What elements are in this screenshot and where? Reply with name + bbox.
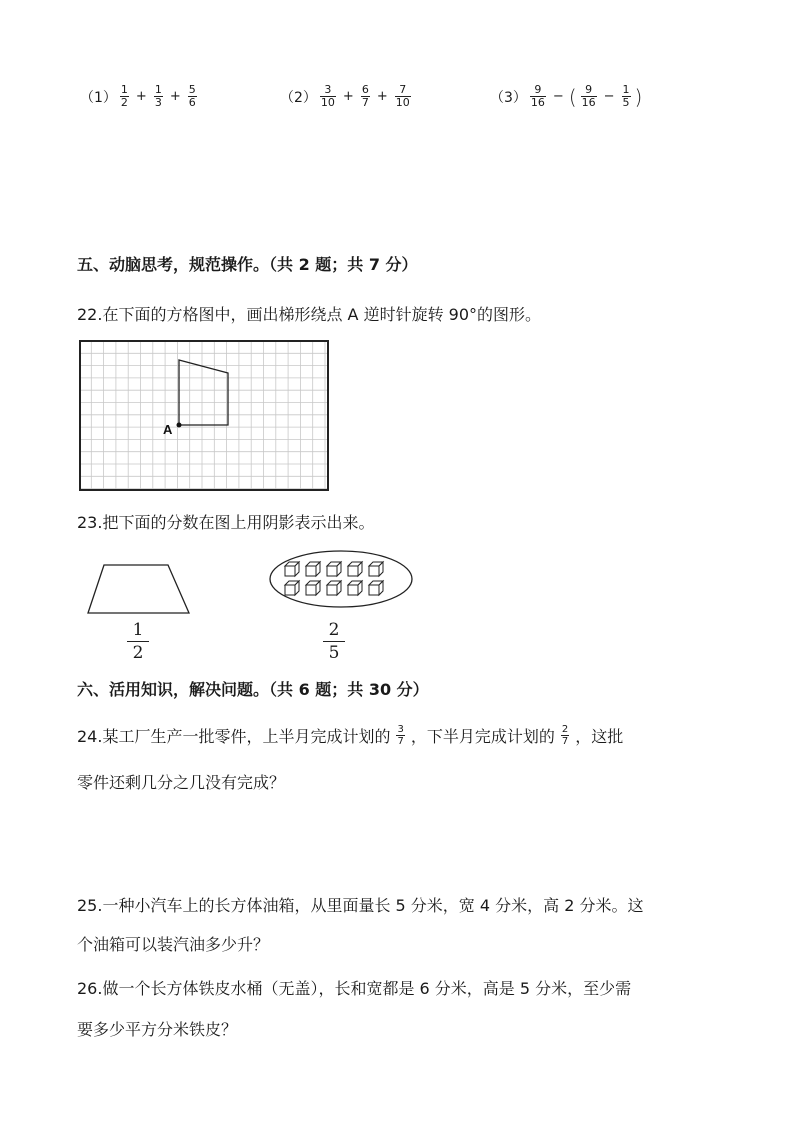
fraction-two-fifths [323, 620, 345, 663]
point-a-label: A [163, 422, 173, 437]
operator: + [342, 89, 354, 104]
problem-label: （2） [280, 89, 317, 106]
question-26-line-1: 26.做一个长方体铁皮水桶（无盖），长和宽都是 6 分米，高是 5 分米，至少需 [77, 979, 632, 998]
frac-denominator: 5 [328, 643, 340, 663]
operator: + [135, 89, 147, 104]
question-24-line-1 [77, 724, 623, 747]
cube-icon [327, 581, 341, 595]
trapezoid-outline [88, 565, 189, 613]
question-26-line-2: 要多少平方分米铁皮？ [77, 1020, 238, 1039]
operator: + [376, 89, 388, 104]
left-paren: ( [568, 84, 577, 109]
fraction: $\frac{1}{5}$ [622, 83, 630, 109]
q24-text-end: ，这批 [575, 727, 624, 746]
question-22: 22.在下面的方格图中，画出梯形绕点 A 逆时针旋转 90°的图形。 [77, 305, 542, 324]
fraction: $\frac{7}{10}$ [395, 83, 410, 109]
oval-outline [270, 551, 412, 607]
question-25-line-2: 个油箱可以装汽油多少升？ [77, 935, 270, 954]
fraction: $\frac{9}{16}$ [581, 83, 596, 109]
frac-denominator: 2 [132, 643, 144, 663]
grid-lines [80, 341, 328, 490]
question-23: 23.把下面的分数在图上用阴影表示出来。 [77, 513, 375, 532]
fraction: $\frac{1}{2}$ [120, 83, 128, 109]
question-25-line-1: 25.一种小汽车上的长方体油箱，从里面量长 5 分米，宽 4 分米，高 2 分米。这 [77, 896, 644, 915]
right-paren: ) [634, 84, 643, 109]
calc-problem-2 [280, 84, 414, 109]
cube-icon [285, 581, 299, 595]
calc-problem-1 [80, 84, 200, 109]
frac-bar [323, 641, 345, 642]
fraction: $\frac{2}{7}$ [561, 724, 569, 747]
section-heading-6: 六、活用知识，解决问题。（共 6 题；共 30 分） [77, 680, 429, 699]
operator: − [552, 89, 564, 104]
grid-figure [79, 340, 331, 494]
cube-icon [369, 562, 383, 576]
calc-problem-3 [490, 84, 643, 109]
fraction-one-half [127, 620, 149, 663]
cube-icon [327, 562, 341, 576]
cube-icon [369, 581, 383, 595]
fraction: $\frac{6}{7}$ [361, 83, 369, 109]
section-heading-5: 五、动脑思考，规范操作。（共 2 题；共 7 分） [77, 255, 418, 274]
trapezoid-diagram [85, 560, 195, 620]
operator: + [169, 89, 181, 104]
fraction: $\frac{3}{7}$ [397, 724, 404, 747]
grid-border [80, 341, 328, 490]
trapezoid-shape [179, 360, 228, 425]
frac-numerator: 2 [328, 620, 340, 640]
q24-text-mid: ，下半月完成计划的 [410, 727, 555, 746]
fraction: $\frac{3}{10}$ [320, 83, 335, 109]
question-24-line-2: 零件还剩几分之几没有完成？ [77, 773, 286, 792]
problem-label: （1） [80, 89, 117, 106]
cube-icon [306, 562, 320, 576]
point-a-dot [177, 423, 182, 428]
fraction: $\frac{1}{3}$ [154, 83, 162, 109]
cube-icon [306, 581, 320, 595]
cube-icon [348, 581, 362, 595]
frac-bar [127, 641, 149, 642]
frac-numerator: 1 [132, 620, 144, 640]
problem-label: （3） [490, 89, 527, 106]
cube-icon [348, 562, 362, 576]
fraction: $\frac{5}{6}$ [188, 83, 196, 109]
q24-text-start: 24.某工厂生产一批零件，上半月完成计划的 [77, 727, 391, 746]
cube-icon [285, 562, 299, 576]
operator: − [603, 89, 615, 104]
cubes-oval-diagram [268, 548, 416, 610]
fraction: $\frac{9}{16}$ [530, 83, 545, 109]
